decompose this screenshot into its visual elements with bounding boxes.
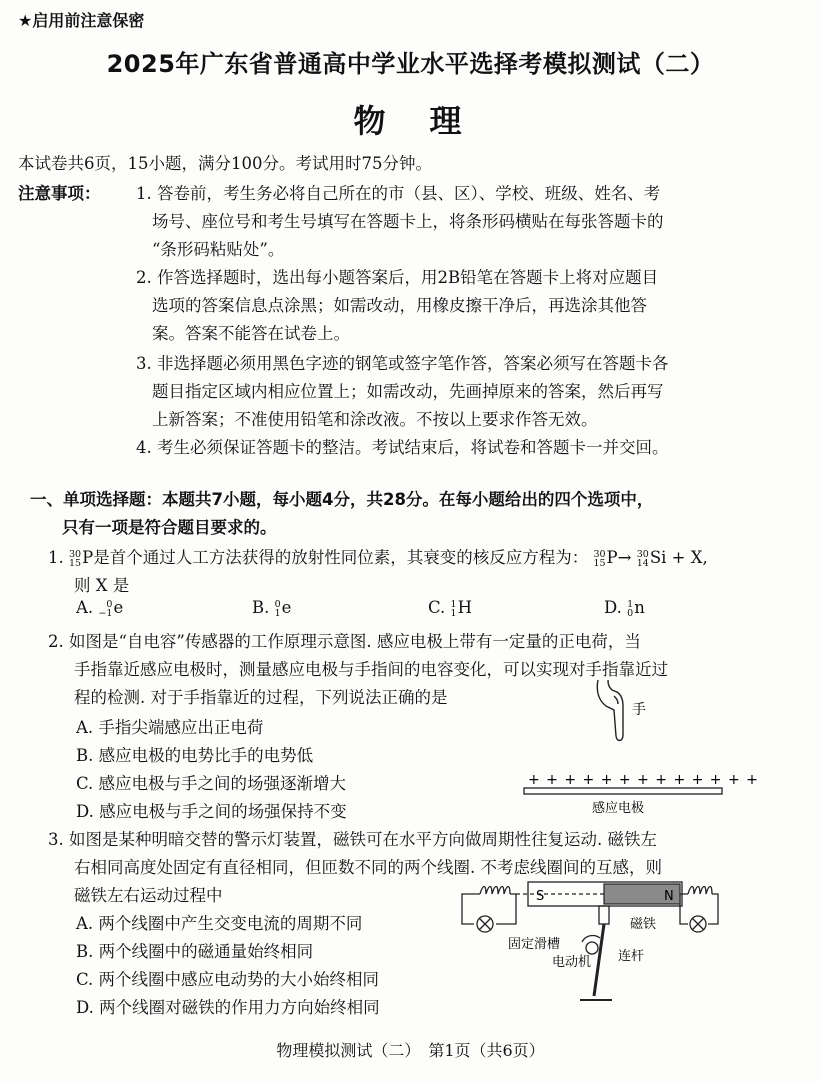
question-2-stem: 2. 如图是“自电容”传感器的工作原理示意图. 感应电极上带有一定量的正电荷，当: [48, 632, 641, 651]
question-1-stem-cont: 则 X 是: [74, 576, 130, 595]
q2-option-a: A. 手指尖端感应出正电荷: [76, 718, 264, 737]
note-line: 上新答案；不准使用铅笔和涂改液。不按以上要求作答无效。: [152, 410, 598, 429]
left-coil: [462, 887, 516, 925]
question-3-stem: 3. 如图是某种明暗交替的警示灯装置，磁铁可在水平方向做周期性往复运动. 磁铁左: [48, 830, 657, 849]
note-line: 1. 答卷前，考生务必将自己所在的市（县、区）、学校、班级、姓名、考: [136, 184, 661, 203]
q1-option-a: A. 0 −1 e: [76, 598, 124, 619]
sensor-electrode: [524, 788, 722, 794]
note-line: 4. 考生必须保证答题卡的整洁。考试结束后，将试卷和答题卡一并交回。: [136, 438, 669, 457]
note-line: 2. 作答选择题时，选出每小题答案后，用2B铅笔在答题卡上将对应题目: [136, 268, 659, 287]
exam-title: 2025年广东省普通高中学业水平选择考模拟测试（二）: [106, 50, 715, 78]
question-2-stem-cont: 程的检测. 对于手指靠近的过程，下列说法正确的是: [74, 688, 448, 707]
exam-intro: 本试卷共6页，15小题，满分100分。考试用时75分钟。: [18, 154, 432, 173]
q3-option-a: A. 两个线圈中产生交变电流的周期不同: [76, 914, 363, 933]
question-1-stem: 1. 30 15 P是首个通过人工方法获得的放射性同位素，其衰变的核反应方程为： 30 15 P→ 30 14 Si + X,: [48, 548, 708, 569]
right-coil: [680, 887, 718, 925]
q3-option-b: B. 两个线圈中的磁通量始终相同: [76, 942, 314, 961]
slot-label: 固定滑槽: [508, 937, 561, 952]
question-2-stem-cont: 手指靠近感应电极时，测量感应电极与手指间的电容变化，可以实现对手指靠近过: [74, 660, 668, 679]
note-line: 场号、座位号和考生号填写在答题卡上，将条形码横贴在每张答题卡的: [152, 212, 664, 231]
positive-charges: + + + + + + + + + + + + +: [528, 772, 759, 788]
motor-label: 电动机: [552, 955, 592, 970]
q2-option-c: C. 感应电极与手之间的场强逐渐增大: [76, 774, 347, 793]
electrode-label: 感应电极: [592, 801, 645, 816]
question-3-stem-cont: 磁铁左右运动过程中: [74, 886, 223, 905]
q3-option-d: D. 两个线圈对磁铁的作用力方向始终相同: [76, 998, 380, 1017]
note-line: 案。答案不能答在试卷上。: [152, 324, 350, 343]
warning-light-figure: [452, 876, 722, 1008]
q2-option-b: B. 感应电极的电势比手的电势低: [76, 746, 314, 765]
notes-heading: 注意事项：: [18, 184, 101, 203]
magnet-s-label: S: [536, 889, 545, 904]
section-heading: 一、单项选择题：本题共7小题，每小题4分，共28分。在每小题给出的四个选项中，: [30, 490, 654, 509]
q2-option-d: D. 感应电极与手之间的场强保持不变: [76, 802, 347, 821]
rod-label: 连杆: [618, 949, 645, 964]
q3-option-c: C. 两个线圈中感应电动势的大小始终相同: [76, 970, 380, 989]
note-line: 选项的答案信息点涂黑；如需改动，用橡皮擦干净后，再选涂其他答: [152, 296, 647, 315]
q1-option-b: B. 0 1 e: [252, 598, 292, 619]
hand-label: 手: [632, 702, 646, 718]
note-line: 题目指定区域内相应位置上；如需改动，先画掉原来的答案，然后再写: [152, 382, 664, 401]
motor-icon: [586, 942, 598, 954]
magnet-label: 磁铁: [630, 917, 657, 932]
subject-title: 物 理: [353, 102, 468, 140]
q1-option-c: C. 1 1 H: [428, 598, 472, 619]
magnet-n-label: N: [664, 889, 674, 904]
question-3-stem-cont: 右相同高度处固定有直径相同，但匝数不同的两个线圈. 不考虑线圈间的互感，则: [74, 858, 662, 877]
section-heading-cont: 只有一项是符合题目要求的。: [62, 518, 277, 537]
pin: [599, 906, 609, 924]
note-line: “条形码粘贴处”。: [152, 240, 285, 259]
confidential-note: ★启用前注意保密: [18, 11, 145, 30]
note-line: 3. 非选择题必须用黑色字迹的钢笔或签字笔作答，答案必须写在答题卡各: [136, 354, 669, 373]
connecting-rod: [594, 924, 604, 996]
page-footer: 物理模拟测试（二） 第1页（共6页）: [276, 1041, 545, 1060]
q1-option-d: D. 1 0 n: [604, 598, 645, 619]
hand-drawing: [597, 680, 623, 741]
sensor-figure: [520, 676, 759, 824]
